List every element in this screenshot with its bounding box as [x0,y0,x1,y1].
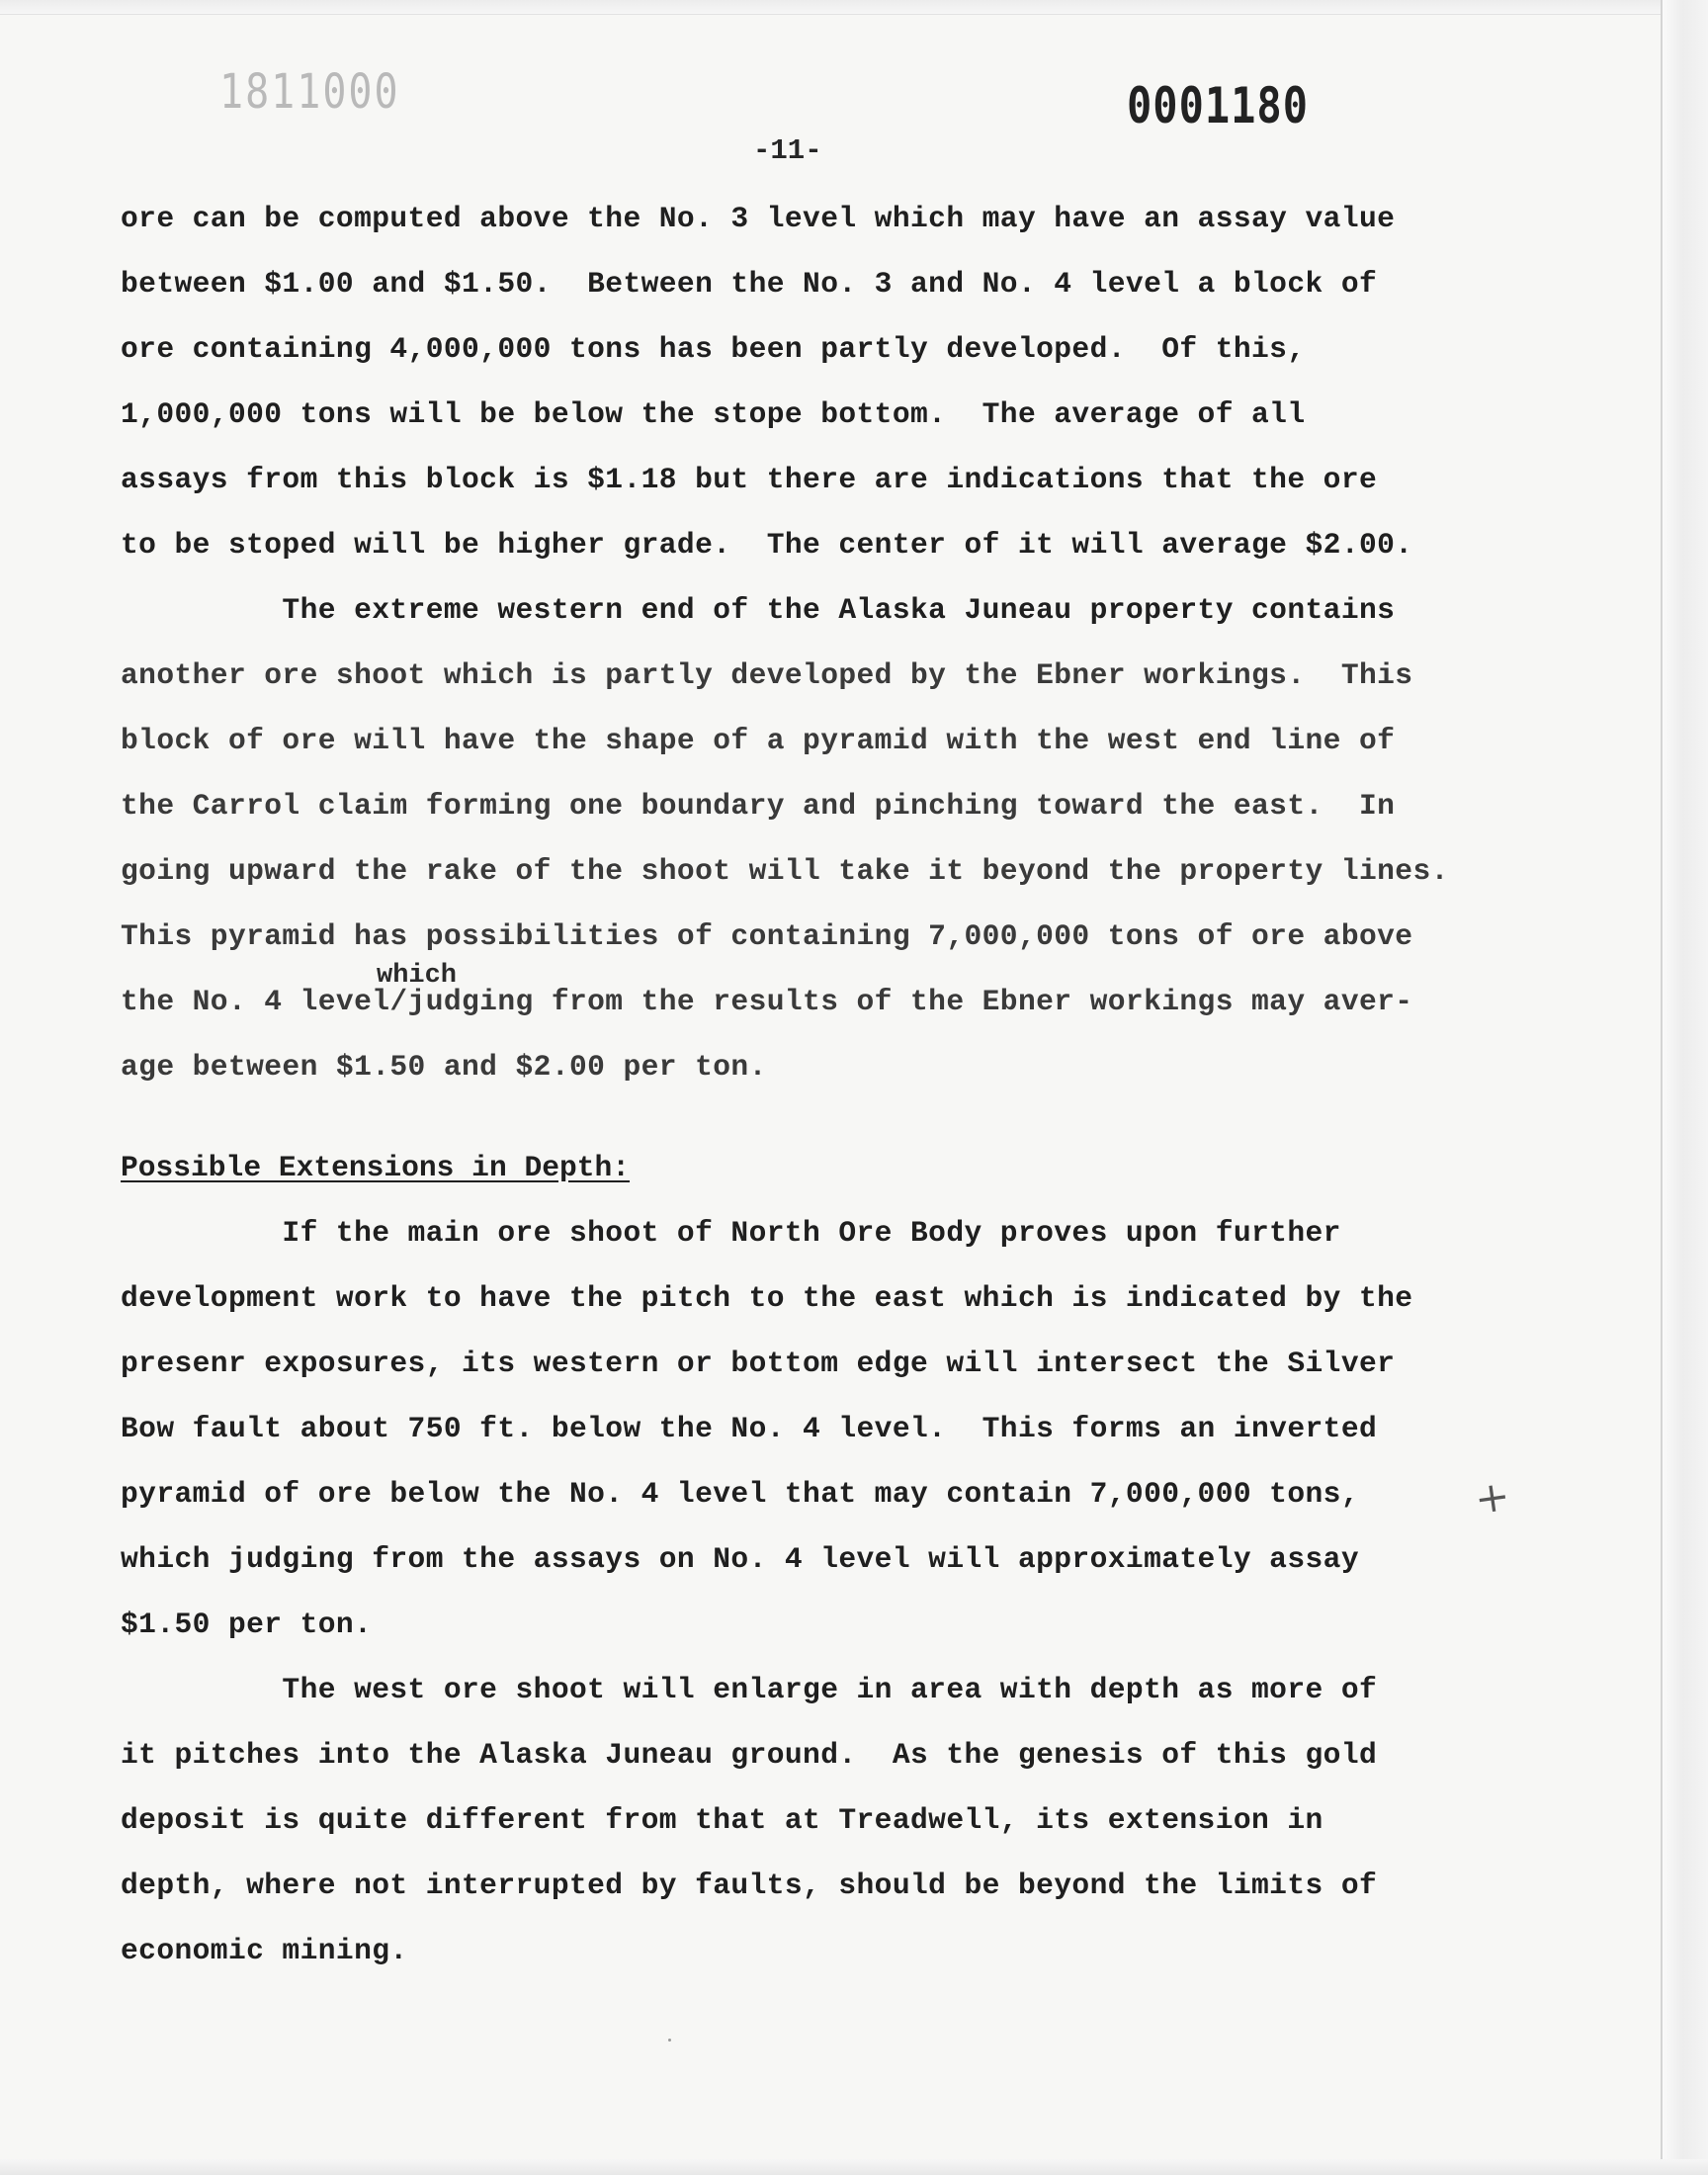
text-line: it pitches into the Alaska Juneau ground. As the genesis of this gold [121,1738,1378,1772]
page-number: -11- [753,134,822,167]
text-line: This pyramid has possibilities of containing 7,000,000 tons of ore above [121,919,1413,953]
text-line: pyramid of ore below the No. 4 level that may contain 7,000,000 tons, [121,1477,1359,1511]
text-line: $1.50 per ton. [121,1608,373,1641]
text-line: 1,000,000 tons will be below the stope bottom. The average of all [121,397,1306,431]
margin-check-mark: + [1471,1470,1513,1524]
text-line: If the main ore shoot of North Ore Body proves upon further [121,1216,1341,1250]
text-line: presenr exposures, its western or bottom edge will intersect the Silver [121,1347,1396,1380]
text-line: deposit is quite different from that at Treadwell, its extension in [121,1803,1324,1837]
text-line: Bow fault about 750 ft. below the No. 4 level. This forms an inverted [121,1412,1378,1445]
text-line: block of ore will have the shape of a pyramid with the west end line of [121,724,1396,757]
text-line: assays from this block is $1.18 but there are indications that the ore [121,463,1378,496]
scan-top-edge [0,0,1680,15]
text-line: The extreme western end of the Alaska Juneau property contains [121,593,1396,627]
text-line: ore containing 4,000,000 tons has been partly developed. Of this, [121,332,1306,366]
text-line: another ore shoot which is partly developed by the Ebner workings. This [121,658,1413,692]
text-line: to be stoped will be higher grade. The center of it will average $2.00. [121,528,1413,562]
text-line: development work to have the pitch to the east which is indicated by the [121,1281,1413,1315]
text-line: depth, where not interrupted by faults, should be beyond the limits of [121,1869,1378,1902]
text-line: between $1.00 and $1.50. Between the No. 3 and No. 4 level a block of [121,267,1378,301]
handwritten-insertion: which [377,961,458,991]
section-heading: Possible Extensions in Depth: [121,1151,631,1184]
text-line: ore can be computed above the No. 3 level which may have an assay value [121,202,1396,235]
text-line: economic mining. [121,1934,408,1967]
text-line: age between $1.50 and $2.00 per ton. [121,1050,767,1084]
scan-bottom-edge [0,2159,1708,2175]
bates-stamp-number: 0001180 [1127,77,1310,134]
text-line: the No. 4 level/judging from the results of the Ebner workings may aver- [121,985,1413,1018]
text-line: which judging from the assays on No. 4 level will approximately assay [121,1542,1359,1576]
scan-right-edge [1661,0,1708,2175]
text-line: going upward the rake of the shoot will take it beyond the property lines. [121,854,1449,888]
faded-stamp-number: 1811000 [219,65,400,121]
text-line: the Carrol claim forming one boundary and pinching toward the east. In [121,789,1396,823]
text-line: The west ore shoot will enlarge in area with depth as more of [121,1673,1378,1706]
scan-speck [668,2039,671,2042]
